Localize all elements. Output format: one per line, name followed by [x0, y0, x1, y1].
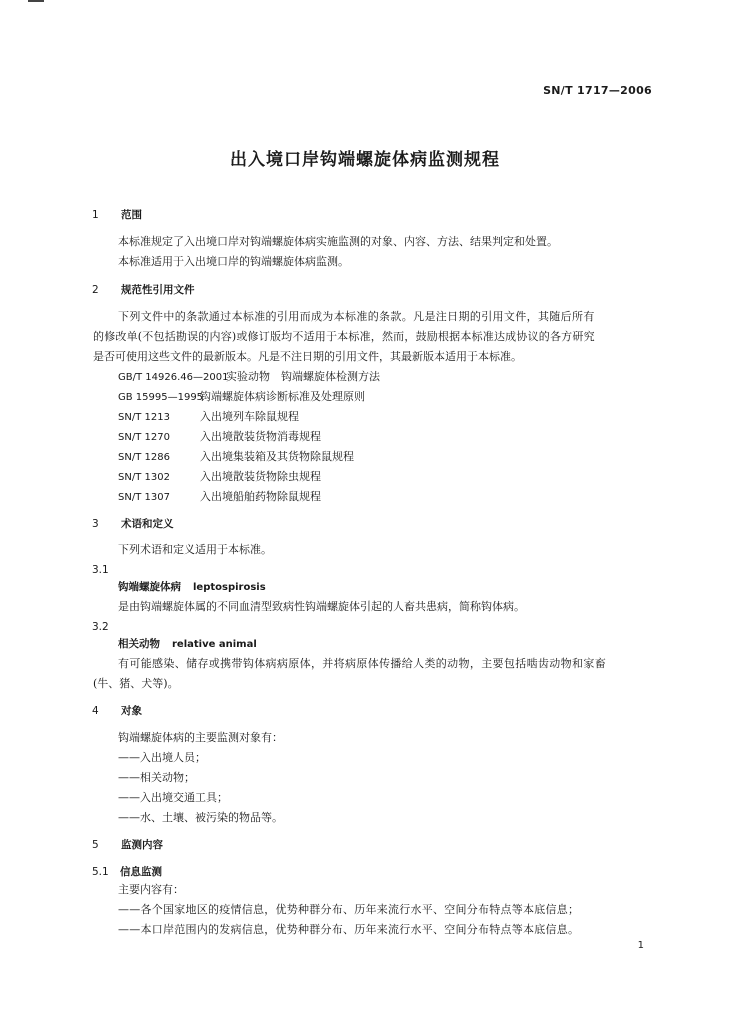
page-number: 1 — [637, 940, 644, 951]
reference-title: 钩端螺旋体病诊断标准及处理原则 — [200, 390, 365, 403]
paragraph: 是否可使用这些文件的最新版本。凡是不注日期的引用文件，其最新版本适用于本标准。 — [93, 350, 522, 363]
clause-number: 3.1 — [92, 564, 109, 576]
reference-item — [118, 430, 321, 445]
term-entry — [118, 580, 266, 595]
paragraph: 本标准适用于入出境口岸的钩端螺旋体病监测。 — [118, 255, 349, 268]
reference-title: 入出境散装货物除虫规程 — [200, 470, 321, 483]
term-entry — [118, 637, 257, 652]
paragraph: 下列文件中的条款通过本标准的引用而成为本标准的条款。凡是注日期的引用文件，其随后所有 — [118, 310, 595, 323]
term-english: leptospirosis — [193, 582, 266, 593]
list-item: ——各个国家地区的疫情信息，优势种群分布、历年来流行水平、空间分布特点等本底信息； — [118, 903, 580, 916]
section-number: 2 — [92, 284, 99, 296]
document-title: 出入境口岸钩端螺旋体病监测规程 — [230, 150, 500, 170]
section-number: 1 — [92, 209, 99, 221]
clause-number: 3.2 — [92, 621, 109, 633]
term-definition: (牛、猪、犬等)。 — [93, 677, 179, 690]
term-definition: 是由钩端螺旋体属的不同血清型致病性钩端螺旋体引起的人畜共患病，简称钩体病。 — [118, 600, 525, 613]
section-4-heading — [92, 704, 142, 718]
term-name: 钩端螺旋体病 — [118, 581, 181, 593]
reference-item — [118, 450, 354, 465]
list-item: ——相关动物； — [118, 771, 195, 784]
reference-code: SN/T 1286 — [118, 452, 170, 463]
reference-title: 入出境集装箱及其货物除鼠规程 — [200, 450, 354, 463]
term-name: 相关动物 — [118, 638, 160, 650]
paragraph: 本标准规定了入出境口岸对钩端螺旋体病实施监测的对象、内容、方法、结果判定和处置。 — [118, 235, 558, 248]
list-item: ——入出境交通工具； — [118, 791, 228, 804]
section-number: 5 — [92, 839, 99, 851]
list-item: ——水、土壤、被污染的物品等。 — [118, 811, 283, 824]
section-title: 范围 — [121, 209, 142, 221]
reference-title: 入出境船舶药物除鼠规程 — [200, 490, 321, 503]
reference-code: GB/T 14926.46—2001 — [118, 372, 229, 383]
reference-code: SN/T 1213 — [118, 412, 170, 423]
section-5-heading — [92, 838, 163, 852]
paragraph: 下列术语和定义适用于本标准。 — [118, 543, 272, 556]
section-title: 监测内容 — [121, 839, 163, 851]
reference-item — [118, 470, 321, 485]
section-number: 3 — [92, 518, 99, 530]
reference-item — [118, 370, 380, 385]
section-title: 规范性引用文件 — [121, 284, 195, 296]
section-title: 术语和定义 — [121, 518, 174, 530]
section-3-heading — [92, 517, 174, 531]
list-item: ——本口岸范围内的发病信息，优势种群分布、历年来流行水平、空间分布特点等本底信息。 — [118, 923, 580, 936]
paragraph: 的修改单(不包括勘误的内容)或修订版均不适用于本标准，然而，鼓励根据本标准达成协议的各方研究 — [93, 330, 595, 343]
reference-code: GB 15995—1995 — [118, 392, 204, 403]
standard-number: SN/T 1717—2006 — [543, 84, 652, 97]
reference-code: SN/T 1270 — [118, 432, 170, 443]
subsection-number: 5.1 — [92, 866, 109, 878]
term-english: relative animal — [172, 639, 257, 650]
reference-title: 入出境散装货物消毒规程 — [200, 430, 321, 443]
reference-title: 入出境列车除鼠规程 — [200, 410, 299, 423]
scan-artifact-mark — [28, 0, 44, 2]
section-1-heading — [92, 208, 142, 222]
reference-item — [118, 410, 299, 425]
reference-code: SN/T 1307 — [118, 492, 170, 503]
subsection-5-1-heading — [92, 865, 162, 879]
section-title: 对象 — [121, 705, 142, 717]
list-item: ——入出境人员； — [118, 751, 206, 764]
section-2-heading — [92, 283, 195, 297]
paragraph: 钩端螺旋体病的主要监测对象有： — [118, 731, 283, 744]
reference-title: 实验动物 钩端螺旋体检测方法 — [226, 370, 380, 383]
subsection-title: 信息监测 — [120, 866, 162, 878]
reference-code: SN/T 1302 — [118, 472, 170, 483]
section-number: 4 — [92, 705, 99, 717]
reference-item — [118, 490, 321, 505]
reference-item — [118, 390, 365, 405]
paragraph: 主要内容有： — [118, 883, 184, 896]
term-definition: 有可能感染、储存或携带钩体病病原体，并将病原体传播给人类的动物，主要包括啮齿动物和家畜 — [118, 657, 607, 670]
